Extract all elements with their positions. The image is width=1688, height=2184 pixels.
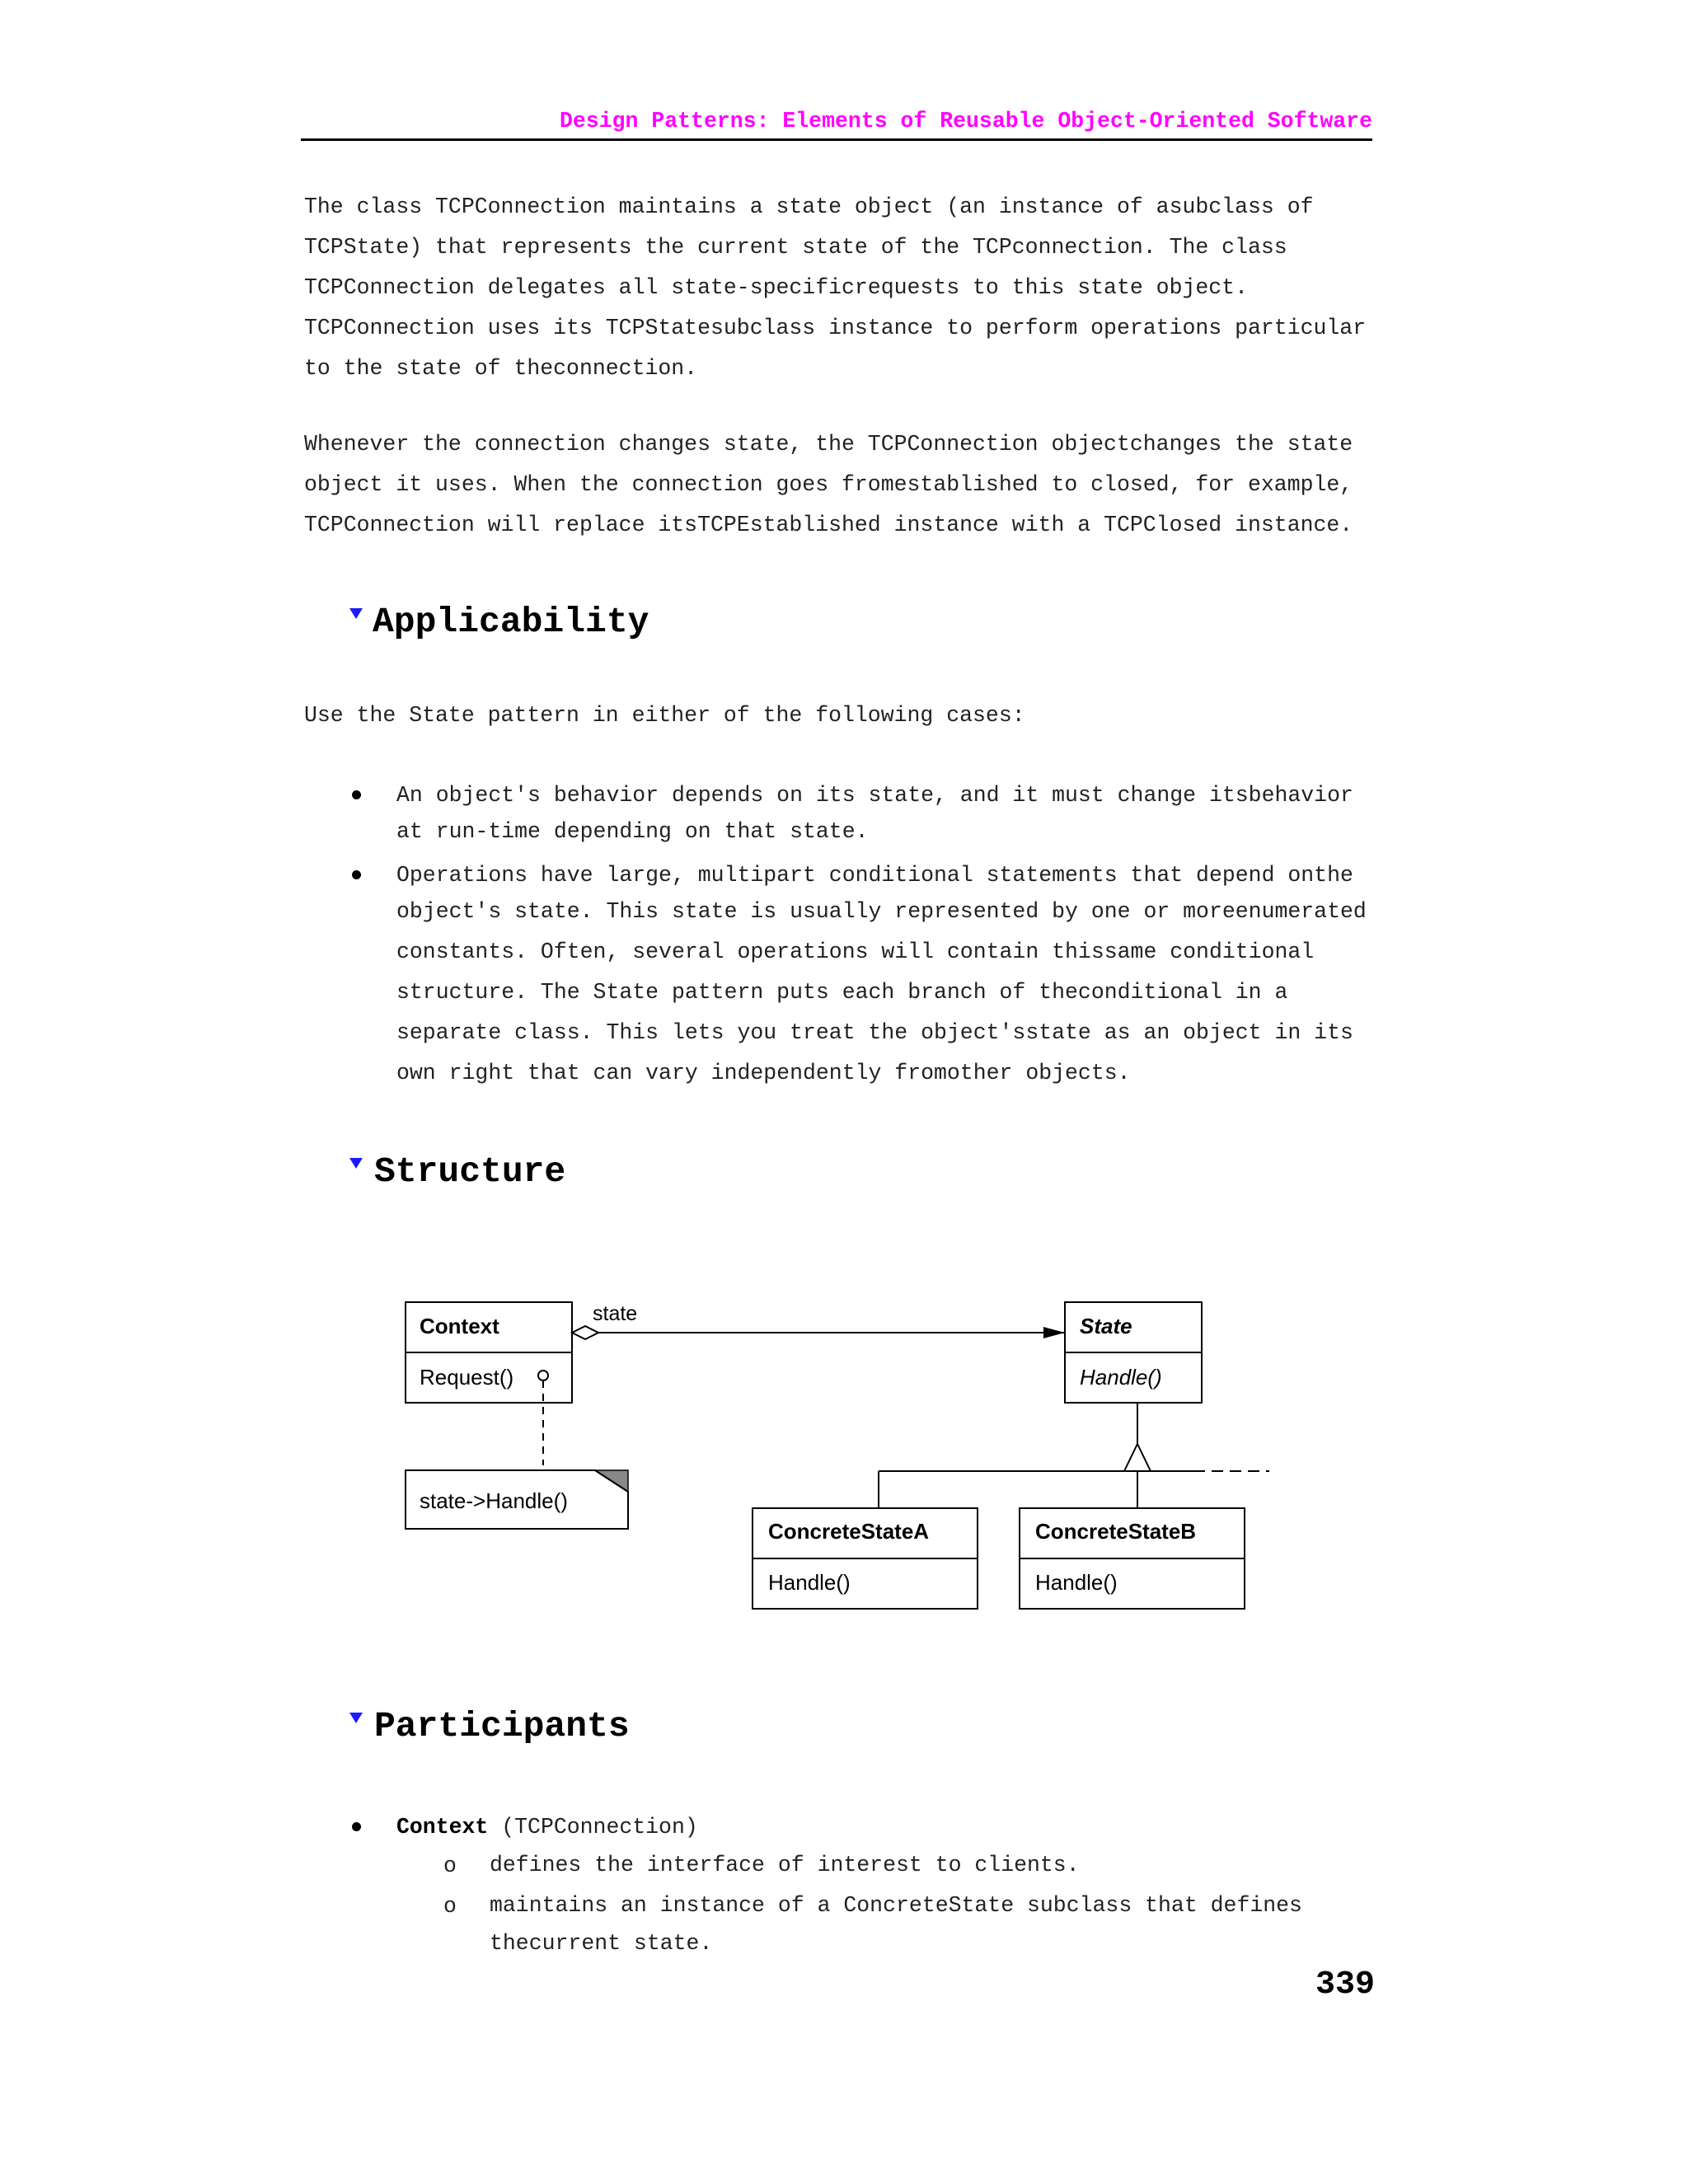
intro-p2-line2: object it uses. When the connection goes fromestablished to closed, for example, xyxy=(304,472,1353,497)
state-class-box xyxy=(1065,1302,1202,1403)
applicability-heading: Applicability xyxy=(373,602,649,642)
concrete-state-a-operation: Handle() xyxy=(768,1570,851,1595)
bullet2-line5: separate class. This lets you treat the object'sstate as an object in its xyxy=(396,1020,1353,1045)
participant-sub2-line2: thecurrent state. xyxy=(490,1931,713,1956)
bullet1-line1: An object's behavior depends on its state, and it must change itsbehavior xyxy=(396,783,1353,808)
sub-bullet-icon: o xyxy=(443,1854,457,1878)
state-class-name: State xyxy=(1080,1314,1132,1338)
running-header: Design Patterns: Elements of Reusable Object-Oriented Software xyxy=(560,109,1372,134)
bullet1-line2: at run-time depending on that state. xyxy=(396,819,869,844)
participant-sub2-line1: maintains an instance of a ConcreteState subclass that defines xyxy=(490,1893,1302,1918)
bullet2-line6: own right that can vary independently fromother objects. xyxy=(396,1061,1131,1085)
intro-p2-line3: TCPConnection will replace itsTCPEstablished instance with a TCPClosed instance. xyxy=(304,513,1353,537)
context-class-box xyxy=(406,1302,572,1403)
arrowhead-icon xyxy=(1043,1327,1065,1338)
structure-heading: Structure xyxy=(374,1151,566,1192)
note-text: state->Handle() xyxy=(420,1488,568,1513)
concrete-state-a-name: ConcreteStateA xyxy=(768,1519,930,1544)
inheritance-triangle-icon xyxy=(1124,1444,1151,1471)
concrete-state-b-name: ConcreteStateB xyxy=(1035,1519,1197,1544)
intro-p1-line3: TCPConnection delegates all state-specificrequests to this state object. xyxy=(304,275,1248,300)
participant-sub1: defines the interface of interest to clients. xyxy=(490,1853,1080,1877)
aggregation-diamond-icon xyxy=(572,1326,598,1339)
participant-context-line xyxy=(396,1816,698,1839)
concrete-state-b-operation: Handle() xyxy=(1035,1570,1118,1595)
intro-p1-line4: TCPConnection uses its TCPStatesubclass instance to perform operations particular xyxy=(304,316,1367,340)
participants-heading: Participants xyxy=(374,1706,630,1746)
code-note xyxy=(406,1470,628,1529)
bullet-icon xyxy=(352,1822,361,1831)
bullet2-line4: structure. The State pattern puts each branch of theconditional in a xyxy=(396,980,1288,1005)
note-anchor-icon xyxy=(538,1371,548,1380)
bullet2-line2: object's state. This state is usually represented by one or moreenumerated xyxy=(396,899,1367,924)
applicability-lead: Use the State pattern in either of the following cases: xyxy=(304,703,1025,728)
context-class-name: Context xyxy=(420,1314,499,1338)
concrete-state-a-box xyxy=(753,1508,978,1609)
sub-bullet-icon: o xyxy=(443,1894,457,1919)
intro-p1-line1: The class TCPConnection maintains a state object (an instance of asubclass of xyxy=(304,194,1314,219)
participant-example: (TCPConnection) xyxy=(488,1815,698,1840)
context-operation: Request() xyxy=(420,1365,514,1390)
state-operation: Handle() xyxy=(1080,1365,1162,1390)
intro-p1-line5: to the state of theconnection. xyxy=(304,356,698,381)
page-number: 339 xyxy=(1315,1966,1375,2004)
bullet2-line3: constants. Often, several operations will contain thissame conditional xyxy=(396,940,1315,964)
association-label: state xyxy=(593,1302,638,1325)
intro-p2-line1: Whenever the connection changes state, the TCPConnection objectchanges the state xyxy=(304,432,1353,457)
participant-name: Context xyxy=(396,1815,489,1840)
bullet2-line1: Operations have large, multipart conditional statements that depend onthe xyxy=(396,863,1353,888)
intro-p1-line2: TCPState) that represents the current state of the TCPconnection. The class xyxy=(304,235,1287,260)
concrete-state-b-box xyxy=(1020,1508,1245,1609)
section-marker-icon xyxy=(349,1713,363,1723)
